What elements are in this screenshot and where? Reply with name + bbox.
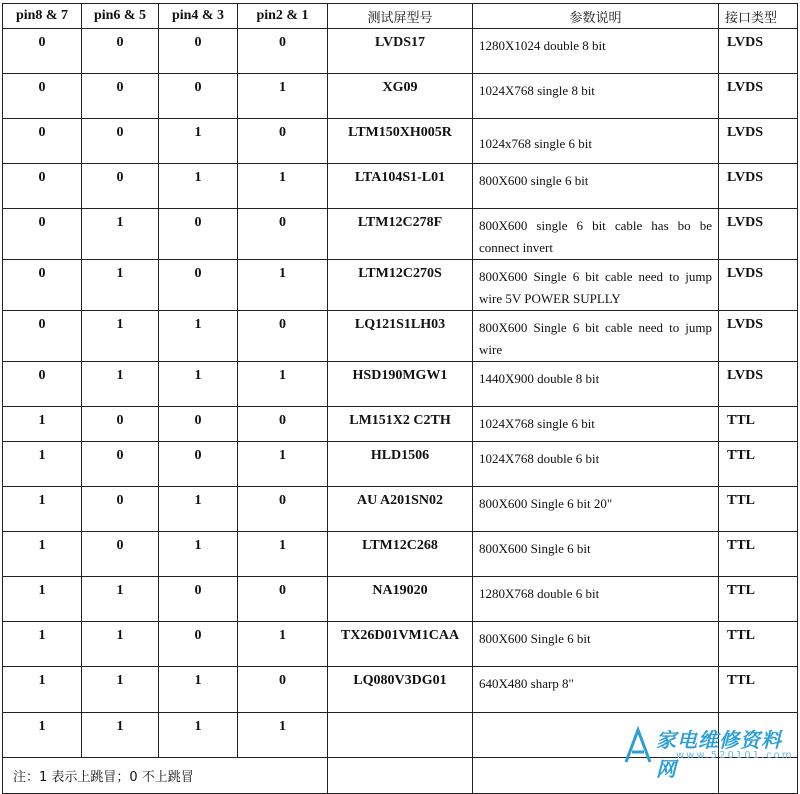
table-row — [3, 532, 798, 577]
pin87-cell: 1 — [3, 487, 82, 532]
pin43-cell: 1 — [159, 532, 238, 577]
desc-cell: 800X600 Single 6 bit 20" — [473, 487, 719, 532]
desc-cell: 800X600 single 6 bit cable has bo be connect invert — [473, 209, 719, 260]
pin43-cell: 0 — [159, 442, 238, 487]
pin65-cell: 1 — [82, 362, 159, 407]
interface-cell: LVDS — [719, 260, 798, 311]
pin21-cell: 1 — [238, 164, 328, 209]
pin43-cell: 0 — [159, 209, 238, 260]
pin43-cell: 0 — [159, 622, 238, 667]
pin21-cell: 1 — [238, 260, 328, 311]
model-cell: AU A201SN02 — [328, 487, 473, 532]
pin87-cell: 1 — [3, 713, 82, 758]
pin21-cell: 0 — [238, 311, 328, 362]
pin43-cell: 1 — [159, 487, 238, 532]
pin65-cell: 1 — [82, 209, 159, 260]
pin87-cell: 0 — [3, 362, 82, 407]
pin43-cell: 0 — [159, 577, 238, 622]
table-row — [3, 442, 798, 487]
model-cell: HSD190MGW1 — [328, 362, 473, 407]
pin87-cell: 0 — [3, 74, 82, 119]
desc-cell: 1280X768 double 6 bit — [473, 577, 719, 622]
pin43-cell: 0 — [159, 74, 238, 119]
pin87-cell: 1 — [3, 667, 82, 713]
interface-cell: TTL — [719, 667, 798, 713]
pin21-cell: 1 — [238, 532, 328, 577]
desc-cell: 640X480 sharp 8" — [473, 667, 719, 713]
interface-cell: LVDS — [719, 29, 798, 74]
model-cell: LQ080V3DG01 — [328, 667, 473, 713]
pin-config-table — [2, 3, 798, 794]
model-cell: LTM12C278F — [328, 209, 473, 260]
pin87-cell: 1 — [3, 532, 82, 577]
pin65-cell: 0 — [82, 442, 159, 487]
table-row — [3, 311, 798, 362]
pin65-cell: 0 — [82, 29, 159, 74]
table-row — [3, 209, 798, 260]
desc-cell: 800X600 Single 6 bit cable need to jump wire — [473, 311, 719, 362]
pin21-cell: 0 — [238, 577, 328, 622]
pin21-cell: 0 — [238, 29, 328, 74]
pin65-cell: 0 — [82, 119, 159, 164]
watermark-logo-icon — [622, 726, 654, 766]
pin87-cell: 0 — [3, 29, 82, 74]
pin65-cell: 0 — [82, 407, 159, 442]
pin87-cell: 0 — [3, 164, 82, 209]
note-empty-cell — [328, 758, 473, 794]
model-cell: LTM12C270S — [328, 260, 473, 311]
header-pin21: pin2 & 1 — [238, 4, 328, 29]
interface-cell: LVDS — [719, 164, 798, 209]
table-row — [3, 164, 798, 209]
table-row — [3, 74, 798, 119]
table-row — [3, 667, 798, 713]
watermark-title: 家电维修资料网 — [656, 728, 782, 781]
pin87-cell: 1 — [3, 407, 82, 442]
table-row — [3, 260, 798, 311]
pin65-cell: 0 — [82, 164, 159, 209]
model-cell — [328, 713, 473, 758]
pin65-cell: 1 — [82, 577, 159, 622]
pin43-cell: 0 — [159, 29, 238, 74]
interface-cell: LVDS — [719, 209, 798, 260]
pin43-cell: 1 — [159, 119, 238, 164]
note-text: 注：1 表示上跳冒；0 不上跳冒 — [3, 758, 328, 794]
table-row — [3, 407, 798, 442]
interface-cell: TTL — [719, 532, 798, 577]
model-cell: TX26D01VM1CAA — [328, 622, 473, 667]
pin21-cell: 1 — [238, 713, 328, 758]
desc-cell: 1024X768 double 6 bit — [473, 442, 719, 487]
interface-cell: TTL — [719, 577, 798, 622]
interface-cell: LVDS — [719, 362, 798, 407]
pin21-cell: 0 — [238, 487, 328, 532]
pin87-cell: 0 — [3, 119, 82, 164]
pin21-cell: 1 — [238, 74, 328, 119]
pin21-cell: 1 — [238, 442, 328, 487]
header-row — [3, 4, 798, 29]
model-cell: LTM12C268 — [328, 532, 473, 577]
table-row — [3, 577, 798, 622]
model-cell: HLD1506 — [328, 442, 473, 487]
pin43-cell: 1 — [159, 713, 238, 758]
pin65-cell: 1 — [82, 622, 159, 667]
table-row — [3, 29, 798, 74]
desc-cell: 1024X768 single 6 bit — [473, 407, 719, 442]
pin65-cell: 0 — [82, 487, 159, 532]
pin21-cell: 1 — [238, 362, 328, 407]
model-cell: XG09 — [328, 74, 473, 119]
interface-cell: TTL — [719, 622, 798, 667]
pin65-cell: 0 — [82, 532, 159, 577]
model-cell: LQ121S1LH03 — [328, 311, 473, 362]
pin87-cell: 1 — [3, 622, 82, 667]
desc-cell: 800X600 Single 6 bit — [473, 532, 719, 577]
pin87-cell: 1 — [3, 442, 82, 487]
desc-cell: 1280X1024 double 8 bit — [473, 29, 719, 74]
header-model: 测试屏型号 — [328, 4, 473, 29]
header-pin65: pin6 & 5 — [82, 4, 159, 29]
interface-cell: TTL — [719, 487, 798, 532]
desc-cell: 800X600 single 6 bit — [473, 164, 719, 209]
interface-cell: LVDS — [719, 311, 798, 362]
model-cell: LTA104S1-L01 — [328, 164, 473, 209]
watermark — [616, 722, 796, 781]
interface-cell: LVDS — [719, 74, 798, 119]
pin43-cell: 1 — [159, 164, 238, 209]
pin21-cell: 0 — [238, 209, 328, 260]
pin43-cell: 1 — [159, 362, 238, 407]
pin43-cell: 0 — [159, 407, 238, 442]
pin87-cell: 0 — [3, 260, 82, 311]
pin87-cell: 0 — [3, 209, 82, 260]
pin21-cell: 0 — [238, 407, 328, 442]
pin43-cell: 1 — [159, 311, 238, 362]
pin65-cell: 0 — [82, 74, 159, 119]
model-cell: LVDS17 — [328, 29, 473, 74]
desc-cell: 1024X768 single 8 bit — [473, 74, 719, 119]
pin21-cell: 0 — [238, 667, 328, 713]
pin65-cell: 1 — [82, 713, 159, 758]
pin65-cell: 1 — [82, 311, 159, 362]
pin87-cell: 1 — [3, 577, 82, 622]
desc-cell: 800X600 Single 6 bit — [473, 622, 719, 667]
pin65-cell: 1 — [82, 260, 159, 311]
header-interface: 接口类型 — [719, 4, 798, 29]
table-row — [3, 119, 798, 164]
desc-cell: 1024x768 single 6 bit — [473, 119, 719, 164]
interface-cell: LVDS — [719, 119, 798, 164]
pin65-cell: 1 — [82, 667, 159, 713]
desc-cell: 800X600 Single 6 bit cable need to jump wire 5V POWER SUPLLY — [473, 260, 719, 311]
pin87-cell: 0 — [3, 311, 82, 362]
interface-cell: TTL — [719, 407, 798, 442]
table-row — [3, 487, 798, 532]
header-pin43: pin4 & 3 — [159, 4, 238, 29]
interface-cell: TTL — [719, 442, 798, 487]
model-cell: NA19020 — [328, 577, 473, 622]
header-desc: 参数说明 — [473, 4, 719, 29]
desc-cell: 1440X900 double 8 bit — [473, 362, 719, 407]
pin43-cell: 1 — [159, 667, 238, 713]
pin21-cell: 1 — [238, 622, 328, 667]
watermark-url: www.520101.com — [676, 750, 794, 761]
header-pin87: pin8 & 7 — [3, 4, 82, 29]
pin21-cell: 0 — [238, 119, 328, 164]
pin43-cell: 0 — [159, 260, 238, 311]
table-row — [3, 362, 798, 407]
model-cell: LTM150XH005R — [328, 119, 473, 164]
model-cell: LM151X2 C2TH — [328, 407, 473, 442]
table-row — [3, 622, 798, 667]
